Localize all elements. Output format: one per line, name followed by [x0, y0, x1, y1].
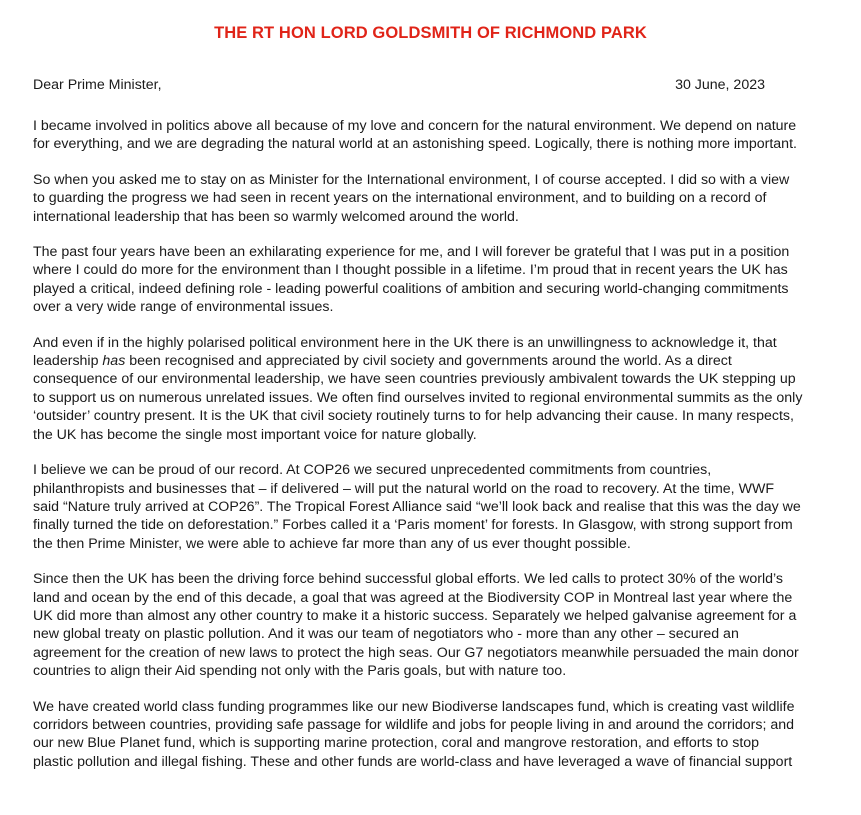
salutation-row	[33, 77, 765, 95]
text-line-with-emphasis	[33, 352, 833, 370]
text-line: finally turned the tide on deforestation.” Forbes called it a ‘Paris moment’ for forests. In Glasgow, with strong support from	[33, 517, 793, 534]
text-segment: leadership	[33, 353, 103, 370]
text-line: The past four years have been an exhilarating experience for me, and I will forever be grateful that I was put in a position	[33, 244, 790, 261]
text-line: new global treaty on plastic pollution. And it was our team of negotiators who - more than any other – secured an	[33, 626, 739, 643]
text-line: We have created world class funding programmes like our new Biodiverse landscapes fund, which is creating vast wildlife	[33, 698, 795, 715]
letterhead-title: THE RT HON LORD GOLDSMITH OF RICHMOND PARK	[214, 24, 647, 42]
text-line: Since then the UK has been the driving force behind successful global efforts. We led calls to protect 30% of the world’s	[33, 571, 784, 588]
emphasis-word: has	[102, 353, 126, 370]
text-line: consequence of our environmental leadership, we have seen countries previously ambivalent towards the UK stepping up	[33, 371, 796, 388]
text-line: international leadership that has been so warmly welcomed around the world.	[33, 208, 519, 225]
text-line: agreement for the creation of new laws to protect the high seas. Our G7 negotiators meanwhile persuaded the main donor	[33, 644, 799, 661]
text-line: the then Prime Minister, we were able to achieve far more than any of us ever thought possible.	[33, 535, 631, 552]
paragraph	[33, 334, 833, 444]
text-line: to support us on numerous unrelated issues. We often find ourselves invited to regional environmental summits as the only	[33, 389, 803, 406]
paragraph	[33, 698, 833, 772]
text-line: ‘outsider’ country present. It is the UK that civil society routinely turns to for help advancing their cause. In many respects,	[33, 408, 794, 425]
letter-body	[33, 117, 833, 788]
text-line: for everything, and we are degrading the natural world at an astonishing speed. Logically, there is nothing more important.	[33, 136, 797, 153]
text-segment: been recognised and appreciated by civil society and governments around the world. As a direct	[125, 353, 732, 370]
text-line: said “Nature truly arrived at COP26”. The Tropical Forest Alliance said “we’ll look back and realise that this was the day we	[33, 498, 801, 515]
paragraph	[33, 570, 833, 680]
text-line: I became involved in politics above all because of my love and concern for the natural environment. We depend on nature	[33, 118, 797, 134]
text-line: over a very wide range of environmental issues.	[33, 299, 334, 316]
text-line: the UK has become the single most important voice for nature globally.	[33, 426, 477, 443]
text-line: I believe we can be proud of our record. At COP26 we secured unprecedented commitments from countries,	[33, 462, 712, 479]
text-line: played a critical, indeed defining role - leading powerful coalitions of ambition and securing world-changing commitments	[33, 280, 789, 297]
paragraph	[33, 461, 833, 553]
text-line: UK did more than almost any other country to make it a historic success. Separately we helped galvanise agreement for a	[33, 607, 797, 624]
paragraph	[33, 243, 833, 317]
letter-date: 30 June, 2023	[675, 77, 765, 93]
text-line: And even if in the highly polarised political environment here in the UK there is an unwillingness to acknowledge it, that	[33, 334, 777, 351]
paragraph	[33, 117, 833, 154]
salutation: Dear Prime Minister,	[33, 77, 162, 93]
text-line: corridors between countries, providing safe passage for wildlife and jobs for people living in and around the corridors; and	[33, 716, 795, 733]
text-line: where I could do more for the environment than I thought possible in a lifetime. I’m proud that in recent years the UK has	[33, 262, 788, 279]
text-line: our new Blue Planet fund, which is supporting marine protection, coral and mangrove restoration, and efforts to stop	[33, 735, 760, 752]
text-line: to guarding the progress we had seen in recent years on the international environment, and to building on a record of	[33, 190, 767, 207]
text-line: countries to align their Aid spending not only with the Paris goals, but with nature too.	[33, 663, 567, 680]
text-line: plastic pollution and illegal fishing. These and other funds are world-class and have leveraged a wave of financial support	[33, 753, 793, 770]
text-line: philanthropists and businesses that – if delivered – will put the natural world on the road to recovery. At the time, WWF	[33, 480, 775, 497]
text-line: land and ocean by the end of this decade, a goal that was agreed at the Biodiversity COP in Montreal last year where the	[33, 589, 793, 606]
paragraph	[33, 171, 833, 226]
text-line: So when you asked me to stay on as Minister for the International environment, I of course accepted. I did so with a view	[33, 171, 790, 188]
